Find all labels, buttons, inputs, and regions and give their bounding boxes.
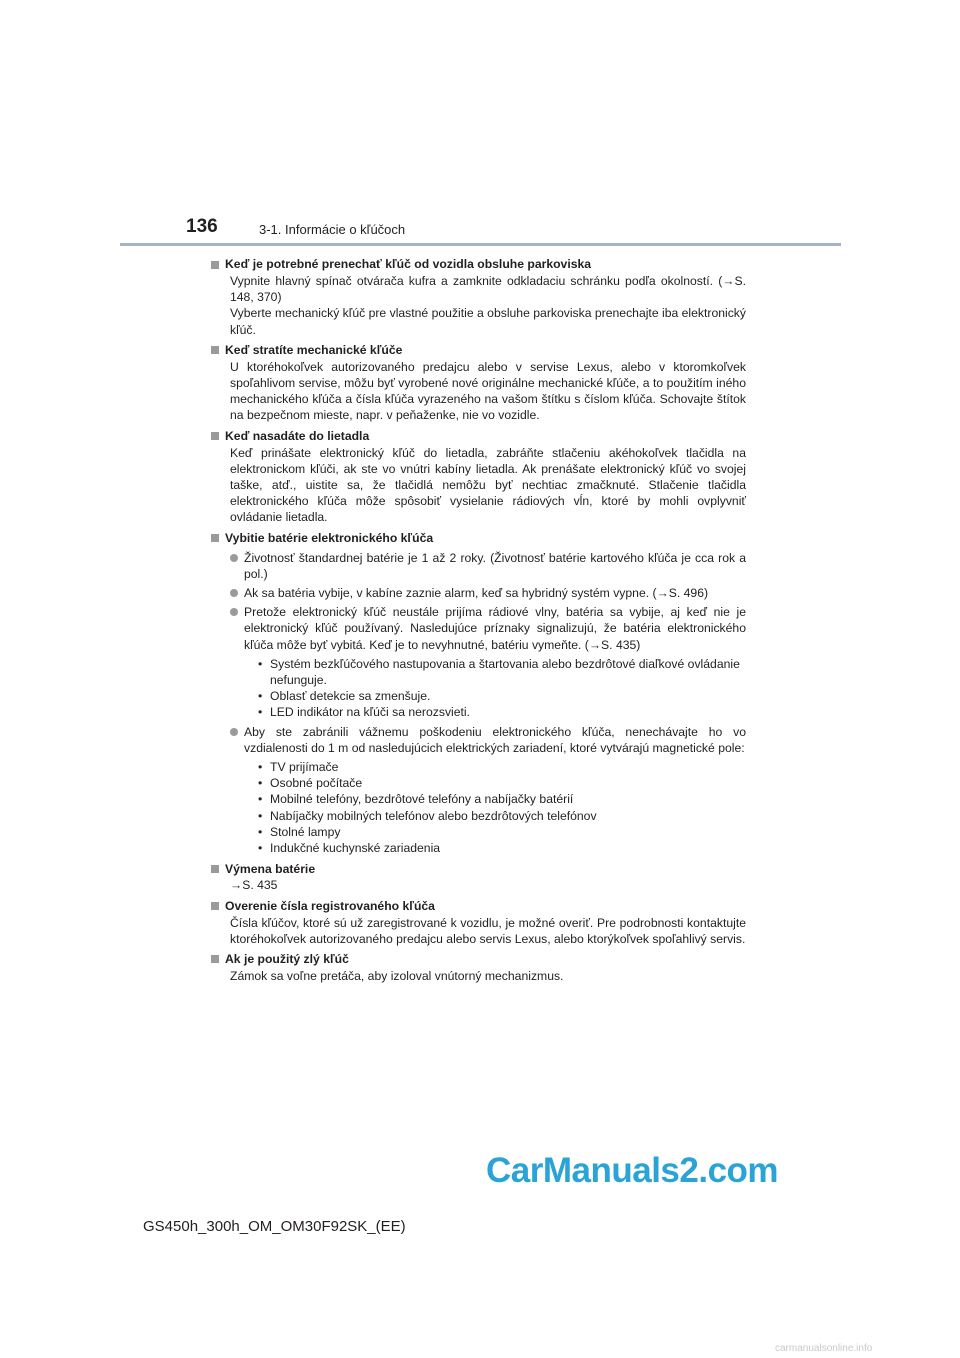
sub-list-item: • Indukčné kuchynské zariadenia xyxy=(258,841,441,856)
header-divider xyxy=(120,243,841,246)
square-bullet-icon xyxy=(211,955,219,963)
section-key-number-check xyxy=(211,898,746,947)
page-content xyxy=(211,256,746,988)
sub-list-item: • Mobilné telefóny, bezdrôtové telefóny a nabíjačky batérií xyxy=(258,792,574,807)
manual-code: GS450h_300h_OM_OM30F92SK_(EE) xyxy=(143,1218,406,1235)
list-item: Ak sa batéria vybije, v kabíne zaznie alarm, keď sa hybridný systém vypne. (→S. 496) xyxy=(211,585,746,601)
section-battery-replacement xyxy=(211,860,746,893)
sub-list-item: • Osobné počítače xyxy=(258,776,363,791)
list-item: Pretože elektronický kľúč neustále prijíma rádiové vlny, batéria sa vybije, aj keď nie je elektronický kľúč používaný. Nasledujúce príznaky signalizujú, že batéria elektronického kľúča môže byť vybitá. Keď je to nevyhnutné, batériu vymeňte. (→S. 435) xyxy=(211,604,746,653)
circle-bullet-icon xyxy=(230,608,238,616)
section-heading: Keď je potrebné prenechať kľúč od vozidla obsluhe parkoviska xyxy=(225,257,592,272)
watermark-logo: CarManuals2.com xyxy=(486,1151,779,1190)
section-heading: Ak je použitý zlý kľúč xyxy=(225,952,349,967)
square-bullet-icon xyxy=(211,534,219,542)
square-bullet-icon xyxy=(211,902,219,910)
section-heading: Overenie čísla registrovaného kľúča xyxy=(225,898,435,913)
circle-bullet-icon xyxy=(230,554,238,562)
paragraph: Čísla kľúčov, ktoré sú už zaregistrované k vozidlu, je možné overiť. Pre podrobnosti kontaktujte ktoréhokoľvek autorizovaného predajcu alebo servis Lexus, alebo ktorýkoľvek spoľahlivý servis. xyxy=(230,915,746,946)
section-heading: Keď nasadáte do lietadla xyxy=(225,429,370,444)
circle-bullet-icon xyxy=(230,589,238,597)
section-title: 3-1. Informácie o kľúčoch xyxy=(259,222,406,237)
section-heading: Vybitie batérie elektronického kľúča xyxy=(225,531,434,546)
sub-list-item: • Systém bezkľúčového nastupovania a štartovania alebo bezdrôtové diaľkové ovládanie nefunguje. xyxy=(258,656,740,688)
sub-list-item: • Nabíjačky mobilných telefónov alebo bezdrôtových telefónov xyxy=(258,808,597,823)
device-list xyxy=(211,759,746,856)
page-reference: →S. 435 xyxy=(230,878,278,893)
square-bullet-icon xyxy=(211,432,219,440)
paragraph: Vyberte mechanický kľúč pre vlastné použitie a obsluhe parkoviska prenechajte iba elektronický kľúč. xyxy=(230,306,746,337)
sub-list-item: • Oblasť detekcie sa zmenšuje. xyxy=(258,689,431,704)
paragraph: Zámok sa voľne pretáča, aby izoloval vnútorný mechanizmus. xyxy=(230,968,564,983)
sub-list-item: • Stolné lampy xyxy=(258,824,341,839)
sub-list-item: • TV prijímače xyxy=(258,760,339,775)
paragraph: U ktoréhokoľvek autorizovaného predajcu alebo v servise Lexus, alebo v ktoromkoľvek spoľahlivom servise, môžu byť vyrobené nové originálne mechanické kľúče, a to použitím iného mechanického kľúča a čísla kľúča vyrazeného na vašom štítku s číslom kľúča. Schovajte štítok na bezpečnom mieste, napr. v peňaženke, nie vo vozidle. xyxy=(230,359,746,423)
circle-bullet-icon xyxy=(230,728,238,736)
section-heading: Výmena batérie xyxy=(225,861,316,876)
list-item: Životnosť štandardnej batérie je 1 až 2 roky. (Životnosť batérie kartového kľúča je cca rok a pol.) xyxy=(211,550,746,582)
section-lost-keys xyxy=(211,342,746,424)
page-number: 136 xyxy=(186,216,218,237)
symptom-list xyxy=(211,656,746,721)
site-logo: carmanualsonline.info xyxy=(775,1343,873,1354)
section-battery-depletion xyxy=(211,530,746,857)
sub-list-item: • LED indikátor na kľúči sa nerozsvieti. xyxy=(258,705,470,720)
square-bullet-icon xyxy=(211,865,219,873)
section-wrong-key xyxy=(211,951,746,984)
square-bullet-icon xyxy=(211,346,219,354)
paragraph: Keď prinášate elektronický kľúč do lietadla, zabráňte stlačeniu akéhokoľvek tlačidla na elektronickom kľúči, ak ste vo vnútri kabíny lietadla. Ak prenášate elektronický kľúč vo svojej taške, atď., uistite sa, že tlačidlá nemôžu byť nechtiac zmačknuté. Stlačenie tlačidla elektronického kľúča môže spôsobiť vysielanie rádiových vĺn, ktoré by mohli ovplyvniť ovládanie lietadla. xyxy=(230,445,746,525)
square-bullet-icon xyxy=(211,261,219,269)
paragraph: Vypnite hlavný spínač otvárača kufra a zamknite odkladaciu schránku podľa okolností. (→S. 148, 370) xyxy=(230,274,746,305)
list-item: Aby ste zabránili vážnemu poškodeniu elektronického kľúča, nenechávajte ho vo vzdialenosti do 1 m od nasledujúcich elektrických zariadení, ktoré vytvárajú magnetické pole: xyxy=(211,724,746,756)
section-heading: Keď stratíte mechanické kľúče xyxy=(225,343,403,358)
section-valet-key xyxy=(211,256,746,338)
section-aircraft xyxy=(211,428,746,526)
